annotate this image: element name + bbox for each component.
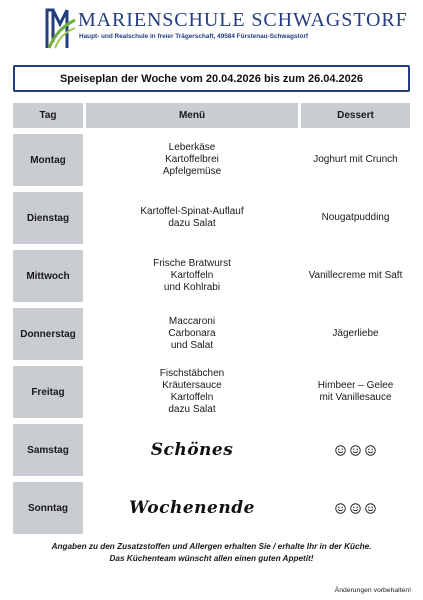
school-logo-icon bbox=[43, 4, 77, 50]
plan-title: Speiseplan der Woche vom 20.04.2026 bis zum 26.04.2026 bbox=[59, 72, 364, 85]
menu-line: Leberkäse bbox=[168, 142, 216, 153]
table-row bbox=[13, 366, 410, 418]
weekend-greeting: Wochenende bbox=[129, 498, 255, 518]
menu-cell bbox=[86, 482, 298, 534]
menu-line: Kräutersauce bbox=[162, 380, 222, 391]
dessert-line: Joghurt mit Crunch bbox=[313, 154, 398, 165]
dessert-cell bbox=[301, 192, 410, 244]
menu-cell bbox=[86, 308, 298, 360]
school-subtitle: Haupt- und Realschule in freier Trägerschaft, 49584 Fürstenau-Schwagstorf bbox=[79, 33, 309, 40]
menu-line: und Salat bbox=[170, 340, 214, 351]
school-name: MARIENSCHULE SCHWAGSTORF bbox=[78, 9, 408, 31]
greeting-note-line: Das Küchenteam wünscht allen einen guten Appetit! bbox=[109, 554, 314, 563]
menu-line: Apfelgemüse bbox=[162, 166, 222, 177]
allergen-note-line: Angaben zu den Zusatzstoffen und Allergen erhalten Sie / erhalte Ihr in der Küche. bbox=[51, 542, 372, 551]
menu-line: Kartoffeln bbox=[170, 392, 214, 403]
table-row bbox=[13, 192, 410, 244]
header-day: Tag bbox=[13, 103, 83, 128]
meal-plan-table bbox=[13, 103, 410, 540]
dessert-line: Nougatpudding bbox=[321, 212, 390, 223]
plan-title-box bbox=[13, 65, 410, 92]
dessert-cell bbox=[301, 308, 410, 360]
day-label: Donnerstag bbox=[13, 308, 83, 360]
day-label: Samstag bbox=[13, 424, 83, 476]
table-row bbox=[13, 308, 410, 360]
header-dessert: Dessert bbox=[301, 103, 410, 128]
smiley-group bbox=[335, 445, 376, 456]
weekend-greeting: Schönes bbox=[150, 440, 234, 460]
table-row bbox=[13, 424, 410, 476]
menu-cell bbox=[86, 366, 298, 418]
dessert-cell bbox=[301, 482, 410, 534]
menu-line: dazu Salat bbox=[168, 218, 216, 229]
day-label: Freitag bbox=[13, 366, 83, 418]
day-label: Dienstag bbox=[13, 192, 83, 244]
menu-cell bbox=[86, 250, 298, 302]
dessert-cell bbox=[301, 134, 410, 186]
smiley-icon bbox=[335, 503, 346, 514]
menu-cell bbox=[86, 424, 298, 476]
menu-line: Kartoffel-Spinat-Auflauf bbox=[140, 206, 244, 217]
menu-line: und Kohlrabi bbox=[163, 282, 221, 293]
menu-line: Carbonara bbox=[168, 328, 216, 339]
changes-notice: Änderungen vorbehalten! bbox=[334, 587, 411, 594]
table-header-row bbox=[13, 103, 410, 128]
menu-line: Frische Bratwurst bbox=[153, 258, 231, 269]
menu-line: dazu Salat bbox=[168, 404, 216, 415]
smiley-icon bbox=[365, 445, 376, 456]
dessert-line: Vanillecreme mit Saft bbox=[308, 270, 403, 281]
dessert-cell bbox=[301, 366, 410, 418]
day-label: Montag bbox=[13, 134, 83, 186]
day-label: Mittwoch bbox=[13, 250, 83, 302]
table-row bbox=[13, 482, 410, 534]
table-row bbox=[13, 134, 410, 186]
menu-line: Kartoffelbrei bbox=[165, 154, 219, 165]
dessert-line: Himbeer – Gelee bbox=[317, 380, 394, 391]
menu-cell bbox=[86, 192, 298, 244]
menu-line: Maccaroni bbox=[168, 316, 216, 327]
smiley-icon bbox=[350, 503, 361, 514]
dessert-line: mit Vanillesauce bbox=[319, 392, 392, 403]
smiley-group bbox=[335, 503, 376, 514]
smiley-icon bbox=[335, 445, 346, 456]
header-menu: Menü bbox=[86, 103, 298, 128]
menu-cell bbox=[86, 134, 298, 186]
school-header bbox=[0, 0, 423, 56]
smiley-icon bbox=[350, 445, 361, 456]
smiley-icon bbox=[365, 503, 376, 514]
dessert-cell bbox=[301, 250, 410, 302]
menu-line: Fischstäbchen bbox=[159, 368, 225, 379]
day-label: Sonntag bbox=[13, 482, 83, 534]
dessert-line: Jägerliebe bbox=[332, 328, 379, 339]
menu-line: Kartoffeln bbox=[170, 270, 214, 281]
allergen-note bbox=[0, 541, 423, 565]
table-row bbox=[13, 250, 410, 302]
dessert-cell bbox=[301, 424, 410, 476]
